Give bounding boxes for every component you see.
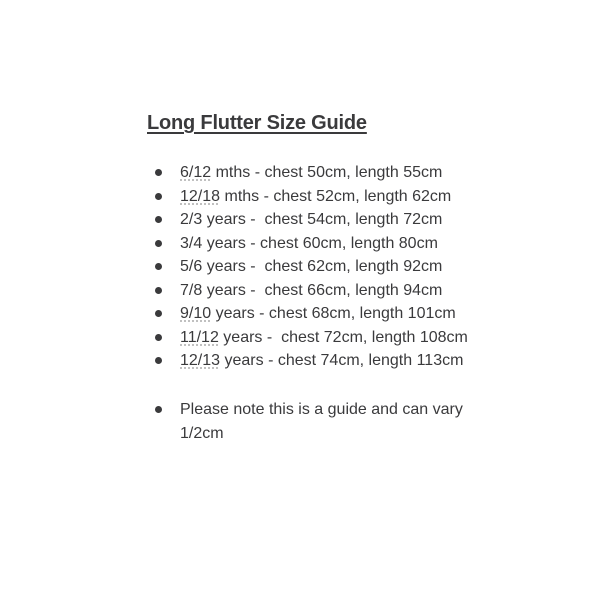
bullet-icon	[155, 193, 162, 200]
size-measurements: years - chest 72cm, length 108cm	[218, 328, 468, 346]
size-list	[155, 161, 468, 373]
size-label: 6/12	[180, 164, 212, 181]
size-label: 12/13	[180, 352, 221, 369]
list-item	[155, 279, 468, 303]
list-item	[155, 161, 468, 185]
size-label: 9/10	[180, 305, 212, 322]
size-measurements: years - chest 74cm, length 113cm	[220, 352, 464, 369]
size-measurements: mths - chest 50cm, length 55cm	[211, 164, 443, 181]
size-measurements: years - chest 68cm, length 101cm	[211, 305, 456, 322]
bullet-icon	[155, 406, 162, 413]
bullet-icon	[155, 334, 162, 341]
bullet-icon	[155, 240, 162, 247]
bullet-icon	[155, 310, 162, 317]
size-label: 11/12	[180, 328, 219, 346]
note-item	[155, 398, 500, 446]
bullet-icon	[155, 216, 162, 223]
list-item	[155, 302, 468, 326]
size-measurements: years - chest 60cm, length 80cm	[202, 234, 438, 252]
size-label: 5/6	[180, 258, 203, 275]
bullet-icon	[155, 287, 162, 294]
size-label: 12/18	[180, 187, 221, 205]
size-measurements: mths - chest 52cm, length 62cm	[220, 187, 452, 205]
bullet-icon	[155, 263, 162, 270]
list-item	[155, 232, 468, 256]
note-text: Please note this is a guide and can vary 1/2cm	[180, 401, 463, 442]
size-measurements: years - chest 62cm, length 92cm	[202, 258, 443, 275]
size-label: 3/4	[180, 234, 203, 252]
list-item	[155, 349, 468, 373]
bullet-icon	[155, 169, 162, 176]
list-item	[155, 255, 468, 279]
size-label: 7/8	[180, 281, 203, 299]
size-label: 2/3	[180, 211, 203, 228]
list-item	[155, 326, 468, 350]
list-item	[155, 208, 468, 232]
page-title: Long Flutter Size Guide	[147, 112, 367, 134]
size-measurements: years - chest 66cm, length 94cm	[202, 281, 443, 299]
list-item	[155, 185, 468, 209]
size-measurements: years - chest 54cm, length 72cm	[202, 211, 443, 228]
bullet-icon	[155, 357, 162, 364]
